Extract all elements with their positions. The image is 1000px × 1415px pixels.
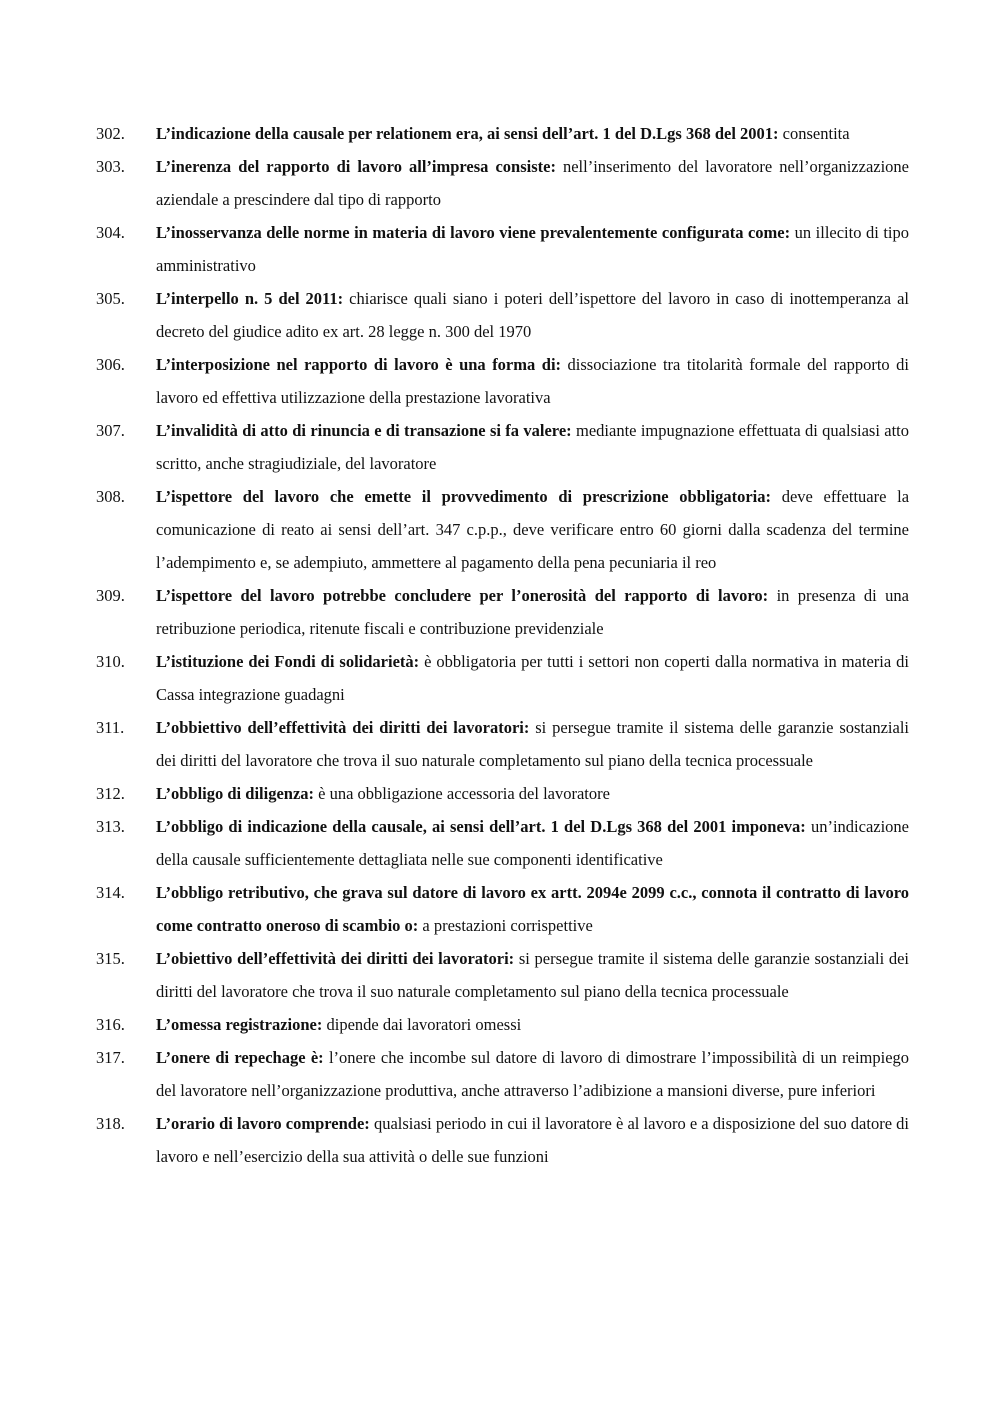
item-answer: consentita xyxy=(782,124,850,143)
item-text xyxy=(156,282,909,348)
item-number: 306. xyxy=(96,355,125,374)
item-number: 303. xyxy=(96,157,125,176)
item-question: L’onere di repechage è: xyxy=(156,1048,324,1067)
item-number: 312. xyxy=(96,784,125,803)
list-item xyxy=(96,150,909,216)
item-number: 313. xyxy=(96,817,125,836)
item-text xyxy=(156,579,909,645)
item-question: L’obbligo di indicazione della causale, ai sensi dell’art. 1 del D.Lgs 368 del 2001 imponeva: xyxy=(156,817,806,836)
item-text xyxy=(156,216,909,282)
list-item xyxy=(96,810,909,876)
list-item xyxy=(96,1008,909,1041)
list-item xyxy=(96,876,909,942)
item-answer: mediante impugnazione effettuata di qualsiasi atto scritto, anche stragiudiziale, del lavoratore xyxy=(156,421,910,473)
list-item xyxy=(96,579,909,645)
list-item xyxy=(96,711,909,777)
item-number: 314. xyxy=(96,883,125,902)
item-text xyxy=(156,1107,909,1173)
item-question: L’ispettore del lavoro che emette il provvedimento di prescrizione obbligatoria: xyxy=(156,487,771,506)
item-number: 307. xyxy=(96,421,125,440)
item-text xyxy=(156,810,909,876)
item-question: L’obbiettivo dell’effettività dei diritti dei lavoratori: xyxy=(156,718,530,737)
item-question: L’obbligo retributivo, che grava sul datore di lavoro ex artt. 2094e 2099 c.c., connota il contratto di lavoro come contratto oneroso di scambio o: xyxy=(156,883,909,935)
list-item xyxy=(96,777,909,810)
item-text xyxy=(156,1041,909,1107)
item-number: 305. xyxy=(96,289,125,308)
item-answer: si persegue tramite il sistema delle garanzie sostanziali dei diritti del lavoratore che trova il suo naturale completamento sul piano della tecnica processuale xyxy=(156,949,909,1001)
item-number: 302. xyxy=(96,124,125,143)
item-number: 318. xyxy=(96,1114,125,1133)
list-item xyxy=(96,348,909,414)
item-answer: chiarisce quali siano i poteri dell’ispettore del lavoro in caso di inottemperanza al decreto del giudice adito ex art. 28 legge n. 300 del 1970 xyxy=(156,289,909,341)
item-answer: l’onere che incombe sul datore di lavoro di dimostrare l’impossibilità di un reimpiego del lavoratore nell’organizzazione produttiva, anche attraverso l’adibizione a mansioni diverse, pure inferiori xyxy=(156,1048,910,1100)
item-answer: un illecito di tipo amministrativo xyxy=(156,223,909,275)
list-item xyxy=(96,1041,909,1107)
item-text xyxy=(156,150,909,216)
item-answer: in presenza di una retribuzione periodica, ritenute fiscali e contribuzione previdenziale xyxy=(156,586,910,638)
item-answer: a prestazioni corrispettive xyxy=(422,916,593,935)
item-number: 317. xyxy=(96,1048,125,1067)
item-number: 315. xyxy=(96,949,125,968)
item-text xyxy=(156,777,909,810)
item-question: L’invalidità di atto di rinuncia e di transazione si fa valere: xyxy=(156,421,572,440)
item-text xyxy=(156,1008,909,1041)
qa-list xyxy=(96,117,909,1173)
list-item xyxy=(96,282,909,348)
item-text xyxy=(156,480,909,579)
list-item xyxy=(96,1107,909,1173)
item-answer: nell’inserimento del lavoratore nell’organizzazione aziendale a prescindere dal tipo di rapporto xyxy=(156,157,910,209)
item-text xyxy=(156,711,909,777)
item-answer: qualsiasi periodo in cui il lavoratore è al lavoro e a disposizione del suo datore di lavoro e nell’esercizio della sua attività o delle sue funzioni xyxy=(156,1114,909,1166)
item-text xyxy=(156,645,909,711)
item-answer: è obbligatoria per tutti i settori non coperti dalla normativa in materia di Cassa integrazione guadagni xyxy=(156,652,909,704)
list-item xyxy=(96,216,909,282)
item-question: L’obiettivo dell’effettività dei diritti dei lavoratori: xyxy=(156,949,515,968)
item-answer: è una obbligazione accessoria del lavoratore xyxy=(318,784,610,803)
item-number: 309. xyxy=(96,586,125,605)
item-number: 310. xyxy=(96,652,125,671)
item-question: L’istituzione dei Fondi di solidarietà: xyxy=(156,652,420,671)
item-question: L’indicazione della causale per relationem era, ai sensi dell’art. 1 del D.Lgs 368 del 2001: xyxy=(156,124,779,143)
item-question: L’inosservanza delle norme in materia di lavoro viene prevalentemente configurata come: xyxy=(156,223,791,242)
item-number: 308. xyxy=(96,487,125,506)
list-item xyxy=(96,645,909,711)
item-number: 311. xyxy=(96,718,125,737)
item-answer: si persegue tramite il sistema delle garanzie sostanziali dei diritti del lavoratore che trova il suo naturale completamento sul piano della tecnica processuale xyxy=(156,718,909,770)
item-number: 316. xyxy=(96,1015,125,1034)
list-item xyxy=(96,117,909,150)
item-question: L’interposizione nel rapporto di lavoro è una forma di: xyxy=(156,355,562,374)
item-number: 304. xyxy=(96,223,125,242)
item-text xyxy=(156,942,909,1008)
item-answer: dissociazione tra titolarità formale del rapporto di lavoro ed effettiva utilizzazione della prestazione lavorativa xyxy=(156,355,910,407)
item-question: L’ispettore del lavoro potrebbe concludere per l’onerosità del rapporto di lavoro: xyxy=(156,586,769,605)
item-question: L’interpello n. 5 del 2011: xyxy=(156,289,344,308)
item-text xyxy=(156,348,909,414)
item-question: L’omessa registrazione: xyxy=(156,1015,323,1034)
item-answer: dipende dai lavoratori omessi xyxy=(326,1015,522,1034)
item-question: L’orario di lavoro comprende: xyxy=(156,1114,370,1133)
item-text xyxy=(156,876,909,942)
item-text xyxy=(156,414,909,480)
list-item xyxy=(96,480,909,579)
item-question: L’obbligo di diligenza: xyxy=(156,784,315,803)
item-text xyxy=(156,117,909,150)
item-answer: deve effettuare la comunicazione di reato ai sensi dell’art. 347 c.p.p., deve verificare entro 60 giorni dalla scadenza del termine l’adempimento e, se adempiuto, ammettere al pagamento della pena pecuniaria il reo xyxy=(156,487,910,572)
list-item xyxy=(96,942,909,1008)
item-answer: un’indicazione della causale sufficientemente dettagliata nelle sue componenti identificative xyxy=(156,817,909,869)
item-question: L’inerenza del rapporto di lavoro all’impresa consiste: xyxy=(156,157,556,176)
list-item xyxy=(96,414,909,480)
